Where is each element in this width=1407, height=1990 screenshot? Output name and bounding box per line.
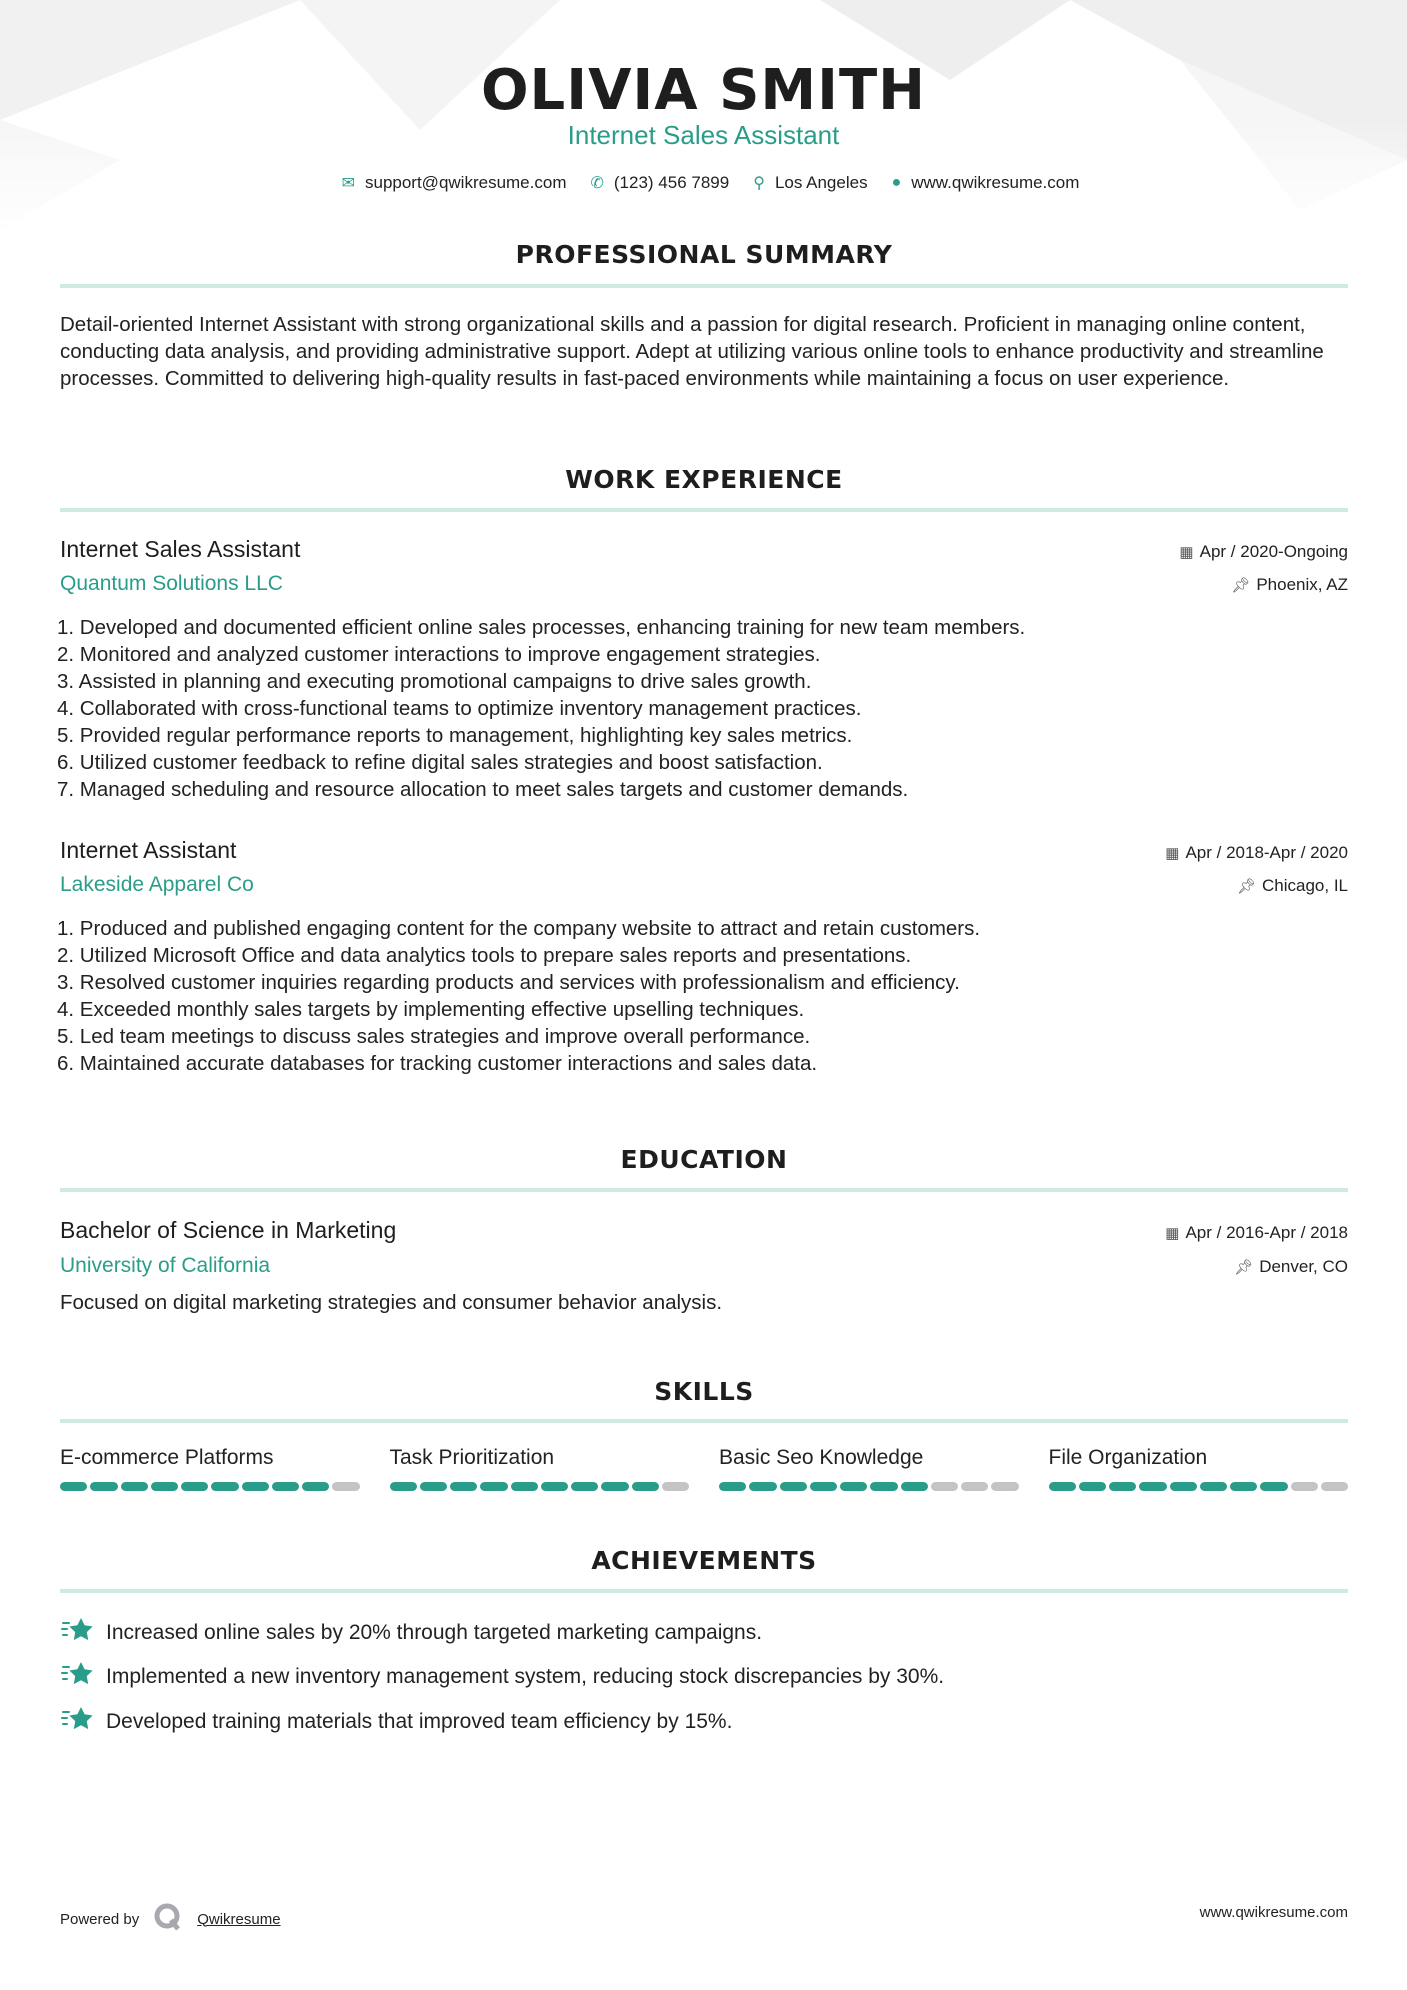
divider [60,1589,1348,1593]
skill-name: File Organization [1048,1446,1208,1469]
skill-segment-empty [332,1482,359,1491]
job-1-header [60,536,1348,563]
skill-segment-filled [632,1482,659,1491]
achievement-text: Implemented a new inventory management system, reducing stock discrepancies by 30%. [106,1665,945,1688]
skill-segment-empty [662,1482,689,1491]
skill-segment-filled [571,1482,598,1491]
skill-segment-filled [302,1482,329,1491]
job-1-subheader [60,572,1348,596]
list-item: 2. Monitored and analyzed customer interactions to improve engagement strategies. [57,643,821,666]
contact-email[interactable]: support@qwikresume.com [364,173,567,192]
education-header [60,1217,1348,1244]
skill-segment-filled [840,1482,867,1491]
section-heading-education: EDUCATION [620,1145,788,1174]
skill-segment-filled [780,1482,807,1491]
education-subheader [60,1254,1348,1278]
job-location: Phoenix, AZ [1256,575,1348,594]
skill-segment-filled [1170,1482,1197,1491]
list-item: 5. Provided regular performance reports to management, highlighting key sales metrics. [57,724,853,747]
company-name: Quantum Solutions LLC [60,572,283,595]
skill-segment-empty [931,1482,958,1491]
divider [60,1188,1348,1192]
skill-segment-filled [151,1482,178,1491]
skill-segment-filled [749,1482,776,1491]
skill-segment-filled [541,1482,568,1491]
list-item: 6. Utilized customer feedback to refine digital sales strategies and boost satisfaction. [57,751,823,774]
skill-segment-filled [719,1482,746,1491]
footer-powered-by [60,1902,281,1936]
skill-segment-filled [1109,1482,1136,1491]
skill-level-bar [60,1482,360,1491]
divider [60,1419,1348,1423]
globe-icon: ● [891,174,902,191]
skill-name: E-commerce Platforms [60,1446,274,1469]
skill-segment-filled [420,1482,447,1491]
skill-segment-filled [480,1482,507,1491]
section-heading-skills: SKILLS [654,1377,754,1406]
skill-level-bar [1049,1482,1349,1491]
footer-website[interactable]: www.qwikresume.com [1199,1904,1348,1921]
list-item: 1. Produced and published engaging content for the company website to attract and retain customers. [57,917,981,940]
list-item: 4. Exceeded monthly sales targets by implementing effective upselling techniques. [57,998,805,1021]
job-title: Internet Assistant [60,837,237,863]
calendar-icon: ▦ [1165,845,1180,862]
skills-list [60,1446,1348,1491]
calendar-icon: ▦ [1165,1225,1180,1242]
skill-segment-filled [450,1482,477,1491]
skill-item [719,1446,1019,1491]
job-2-bullets [57,915,980,1077]
education-description: Focused on digital marketing strategies and consumer behavior analysis. [60,1291,723,1314]
skill-level-bar [719,1482,1019,1491]
contact-website[interactable]: www.qwikresume.com [911,173,1080,192]
pin-icon: 📌︎ [1236,878,1256,895]
skill-segment-filled [1049,1482,1076,1491]
skill-segment-empty [991,1482,1018,1491]
list-item: 3. Resolved customer inquiries regarding products and services with professionalism and efficiency. [57,971,960,994]
education-location: Denver, CO [1259,1257,1348,1276]
email-icon: ✉ [341,175,355,192]
skill-item [1049,1446,1349,1491]
section-heading-summary: PROFESSIONAL SUMMARY [515,240,893,269]
skill-segment-filled [211,1482,238,1491]
contact-location: Los Angeles [774,173,868,192]
skill-segment-empty [1291,1482,1318,1491]
skill-segment-filled [181,1482,208,1491]
star-icon [60,1704,106,1740]
list-item: 5. Led team meetings to discuss sales strategies and improve overall performance. [57,1025,811,1048]
skill-item [60,1446,360,1491]
location-icon: ⚲ [753,175,765,192]
skill-segment-filled [121,1482,148,1491]
company-name: Lakeside Apparel Co [60,873,254,896]
qwikresume-link[interactable]: Qwikresume [197,1910,281,1928]
achievement-text: Developed training materials that improved team efficiency by 15%. [106,1710,733,1733]
skill-segment-filled [901,1482,928,1491]
divider [60,284,1348,288]
achievement-item [60,1704,732,1740]
achievement-item [60,1615,762,1651]
star-icon [60,1615,106,1651]
skill-segment-filled [1079,1482,1106,1491]
summary-text: Detail-oriented Internet Assistant with strong organizational skills and a passion for digital research. Proficient in managing online content, conducting data analysis, and providing administrative support. Adept at utilizing various online tools to enhance productivity and streamline processes. Committed to delivering high-quality results in fast-paced environments while maintaining a focus on user experience. [60,313,1324,390]
job-dates: Apr / 2018-Apr / 2020 [1185,843,1348,862]
achievement-item [60,1659,944,1695]
skill-segment-filled [242,1482,269,1491]
powered-by-label: Powered by [60,1910,140,1928]
phone-icon: ✆ [590,175,604,192]
pin-icon: 📌︎ [1234,1259,1254,1276]
skill-segment-empty [1321,1482,1348,1491]
job-2-subheader [60,873,1348,897]
job-2-header [60,837,1348,864]
section-heading-achievements: ACHIEVEMENTS [591,1546,817,1575]
list-item: 1. Developed and documented efficient online sales processes, enhancing training for new team members. [57,616,1026,639]
skill-segment-filled [1200,1482,1227,1491]
skill-segment-filled [390,1482,417,1491]
achievement-text: Increased online sales by 20% through targeted marketing campaigns. [106,1621,763,1644]
skill-segment-filled [1139,1482,1166,1491]
skill-segment-filled [60,1482,87,1491]
skill-level-bar [390,1482,690,1491]
list-item: 6. Maintained accurate databases for tracking customer interactions and sales data. [57,1052,818,1075]
qwikresume-logo-icon [153,1902,183,1936]
list-item: 7. Managed scheduling and resource allocation to meet sales targets and customer demands. [57,778,909,801]
education-dates: Apr / 2016-Apr / 2018 [1185,1223,1348,1242]
skill-name: Basic Seo Knowledge [719,1446,924,1469]
skill-segment-filled [810,1482,837,1491]
contact-phone: (123) 456 7899 [613,173,730,192]
section-heading-experience: WORK EXPERIENCE [565,465,843,494]
job-title: Internet Sales Assistant [60,536,301,562]
skill-segment-filled [870,1482,897,1491]
job-location: Chicago, IL [1262,876,1348,895]
pin-icon: 📌︎ [1231,577,1251,594]
skill-segment-filled [511,1482,538,1491]
skill-name: Task Prioritization [389,1446,555,1469]
candidate-title: Internet Sales Assistant [567,120,840,150]
list-item: 4. Collaborated with cross-functional teams to optimize inventory management practices. [57,697,862,720]
job-1-bullets [57,614,1025,803]
degree: Bachelor of Science in Marketing [60,1217,397,1243]
skill-segment-filled [1230,1482,1257,1491]
skill-segment-filled [601,1482,628,1491]
skill-segment-filled [272,1482,299,1491]
school-name: University of California [60,1254,271,1277]
star-icon [60,1659,106,1695]
list-item: 3. Assisted in planning and executing promotional campaigns to drive sales growth. [57,670,812,693]
skill-segment-filled [1260,1482,1287,1491]
candidate-name: OLIVIA SMITH [480,58,927,123]
list-item: 2. Utilized Microsoft Office and data analytics tools to prepare sales reports and presentations. [57,944,912,967]
calendar-icon: ▦ [1179,544,1194,561]
divider [60,508,1348,512]
contact-bar [0,173,1407,193]
skill-segment-filled [90,1482,117,1491]
skill-segment-empty [961,1482,988,1491]
skill-item [390,1446,690,1491]
job-dates: Apr / 2020-Ongoing [1199,542,1348,561]
